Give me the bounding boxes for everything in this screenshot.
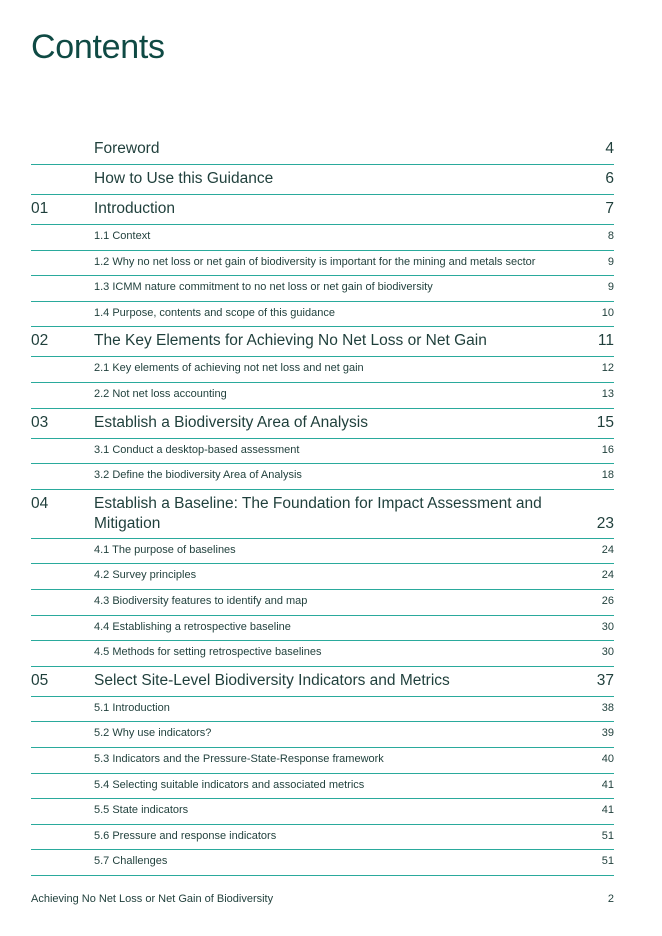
toc-entry-title[interactable]: Introduction: [94, 200, 175, 217]
toc-entry-title[interactable]: 3.2 Define the biodiversity Area of Analysis: [94, 469, 302, 482]
toc-page-number: 7: [605, 200, 614, 217]
toc-page-number: 11: [597, 332, 614, 350]
toc-page-number: 13: [601, 387, 614, 400]
toc-page-number: 39: [601, 727, 614, 740]
toc-page-number: 24: [601, 543, 614, 556]
toc-subsection-row[interactable]: [31, 464, 614, 490]
toc-subsection-row[interactable]: [31, 302, 614, 328]
toc-page-number: 40: [601, 752, 614, 765]
toc-page-number: 41: [601, 778, 614, 791]
toc-subsection-row[interactable]: [31, 748, 614, 774]
toc-page-number: 4: [605, 140, 614, 157]
toc-subsection-row[interactable]: [31, 850, 614, 876]
toc-subsection-row[interactable]: [31, 825, 614, 851]
toc-page-number: 41: [601, 804, 614, 817]
toc-section-number: 05: [31, 671, 49, 689]
toc-entry-title[interactable]: 2.1 Key elements of achieving not net loss and net gain: [94, 362, 364, 375]
toc-page-number: 37: [596, 671, 614, 689]
toc-entry-title[interactable]: 1.3 ICMM nature commitment to no net loss or net gain of biodiversity: [94, 281, 433, 294]
toc-entry-title[interactable]: 5.4 Selecting suitable indicators and associated metrics: [94, 778, 365, 791]
toc-entry-title[interactable]: 1.4 Purpose, contents and scope of this guidance: [94, 306, 335, 319]
toc-subsection-row[interactable]: [31, 722, 614, 748]
toc-entry-title[interactable]: 4.3 Biodiversity features to identify and map: [94, 594, 308, 607]
toc-subsection-row[interactable]: [31, 641, 614, 667]
toc-page-number: 51: [601, 855, 614, 868]
page-title: Contents: [31, 28, 165, 66]
toc-page-number: 24: [601, 569, 614, 582]
toc-page-number: 51: [601, 829, 614, 842]
toc-entry-title[interactable]: 4.2 Survey principles: [94, 569, 197, 582]
toc-subsection-row[interactable]: [31, 539, 614, 565]
toc-section-row[interactable]: [31, 165, 614, 195]
toc-page-number: 18: [601, 469, 614, 482]
toc-page-number: 30: [601, 620, 614, 633]
toc-entry-title[interactable]: 5.7 Challenges: [94, 855, 168, 868]
toc-section-number: 01: [31, 200, 49, 217]
toc-entry-title[interactable]: 2.2 Not net loss accounting: [94, 387, 227, 400]
toc-page-number: 9: [607, 255, 614, 268]
toc-page-number: 38: [601, 701, 614, 714]
toc-subsection-row[interactable]: [31, 564, 614, 590]
toc-subsection-row[interactable]: [31, 774, 614, 800]
toc-subsection-row[interactable]: [31, 383, 614, 409]
toc-entry-title[interactable]: 5.3 Indicators and the Pressure-State-Response framework: [94, 752, 384, 765]
toc-page-number: 15: [596, 413, 614, 431]
toc-entry-title[interactable]: The Key Elements for Achieving No Net Loss or Net Gain: [94, 332, 487, 350]
toc-entry-title[interactable]: 1.2 Why no net loss or net gain of biodiversity is important for the mining and metals sector: [94, 255, 536, 268]
toc-section-row[interactable]: [31, 490, 614, 539]
toc-subsection-row[interactable]: [31, 251, 614, 277]
toc-section-number: 02: [31, 332, 49, 350]
toc-subsection-row[interactable]: [31, 276, 614, 302]
toc-subsection-row[interactable]: [31, 439, 614, 465]
toc-entry-title[interactable]: Establish a Biodiversity Area of Analysis: [94, 413, 368, 431]
toc-subsection-row[interactable]: [31, 697, 614, 723]
table-of-contents: [31, 135, 614, 876]
toc-entry-title[interactable]: Establish a Baseline: The Foundation for Impact Assessment and Mitigation: [94, 494, 542, 532]
toc-entry-title[interactable]: Foreword: [94, 140, 160, 157]
footer-page-number: 2: [607, 893, 614, 905]
toc-entry-title[interactable]: 4.4 Establishing a retrospective baseline: [94, 620, 291, 633]
toc-entry-title[interactable]: 3.1 Conduct a desktop-based assessment: [94, 443, 300, 456]
toc-page-number: 9: [607, 281, 614, 294]
toc-subsection-row[interactable]: [31, 590, 614, 616]
toc-entry-title[interactable]: How to Use this Guidance: [94, 170, 274, 187]
toc-section-number: 04: [31, 494, 49, 512]
toc-page-number: 10: [601, 306, 614, 319]
toc-page-number: 23: [596, 514, 614, 532]
footer-document-title: Achieving No Net Loss or Net Gain of Biodiversity: [31, 893, 274, 905]
toc-entry-title[interactable]: 1.1 Context: [94, 230, 151, 242]
toc-subsection-row[interactable]: [31, 616, 614, 642]
toc-entry-title[interactable]: 4.1 The purpose of baselines: [94, 543, 236, 556]
toc-entry-title[interactable]: 5.5 State indicators: [94, 804, 189, 817]
toc-section-row[interactable]: [31, 667, 614, 697]
toc-page-number: 12: [601, 362, 614, 375]
toc-entry-title[interactable]: 5.1 Introduction: [94, 701, 170, 714]
toc-page-number: 6: [605, 170, 614, 187]
toc-section-row[interactable]: [31, 409, 614, 439]
toc-page-number: 8: [607, 230, 614, 242]
toc-section-row[interactable]: [31, 135, 614, 165]
toc-page-number: 26: [601, 594, 614, 607]
toc-entry-title[interactable]: 5.2 Why use indicators?: [94, 727, 212, 740]
toc-page-number: 16: [601, 443, 614, 456]
toc-subsection-row[interactable]: [31, 225, 614, 251]
toc-entry-title[interactable]: 5.6 Pressure and response indicators: [94, 829, 277, 842]
toc-entry-title[interactable]: Select Site-Level Biodiversity Indicators and Metrics: [94, 671, 450, 689]
toc-section-row[interactable]: [31, 327, 614, 357]
toc-subsection-row[interactable]: [31, 357, 614, 383]
toc-subsection-row[interactable]: [31, 799, 614, 825]
toc-page-number: 30: [601, 646, 614, 659]
toc-entry-title[interactable]: 4.5 Methods for setting retrospective baselines: [94, 646, 322, 659]
toc-section-row[interactable]: [31, 195, 614, 225]
toc-section-number: 03: [31, 413, 49, 431]
